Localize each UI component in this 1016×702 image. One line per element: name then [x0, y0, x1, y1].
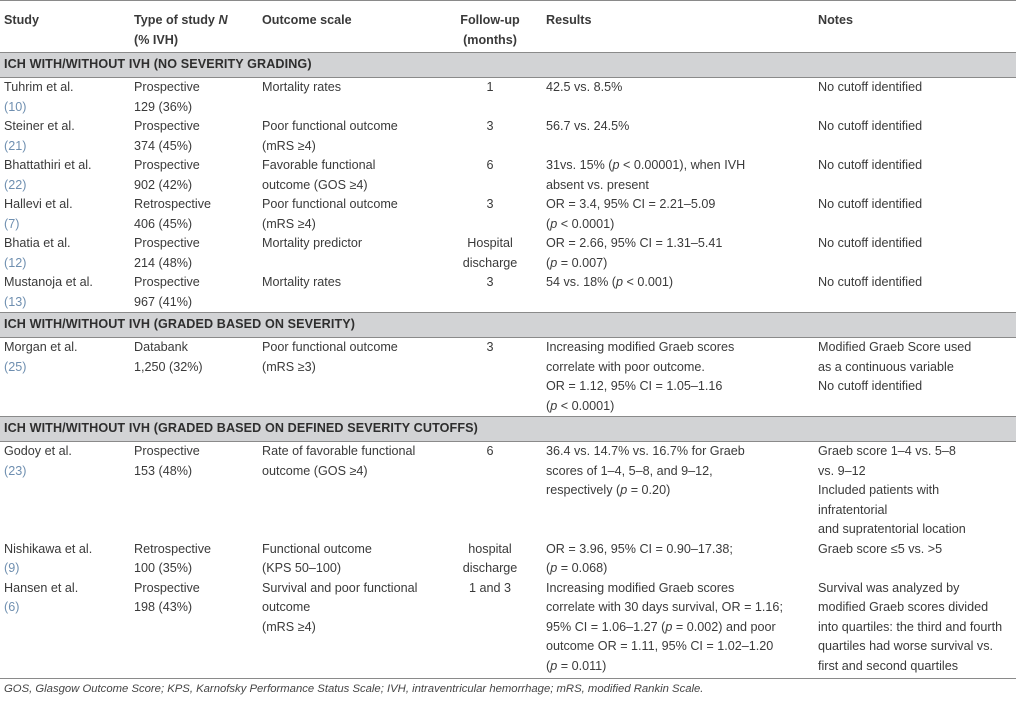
results-cell-line: outcome OR = 1.11, 95% CI = 1.02–1.20	[546, 639, 774, 653]
type-cell-line: 967 (41%)	[134, 294, 193, 309]
study-cell-line: Godoy et al.	[4, 444, 72, 458]
type-cell	[130, 442, 258, 540]
followup-cell	[438, 442, 542, 540]
table-row	[0, 117, 1016, 156]
study-cell	[0, 540, 130, 579]
notes-cell	[814, 78, 1016, 118]
followup-cell	[438, 117, 542, 156]
col-header-type-line1: Type of study N	[134, 13, 228, 27]
notes-cell	[814, 195, 1016, 234]
results-cell-line: correlate with 30 days survival, OR = 1.16;	[546, 600, 783, 614]
reference-number[interactable]: (10)	[4, 99, 27, 114]
notes-cell-line: modified Graeb scores divided	[818, 600, 989, 614]
col-header-type-line2: (% IVH)	[134, 32, 179, 47]
followup-cell-line: 3	[486, 275, 494, 289]
table-body	[0, 53, 1016, 679]
followup-cell	[438, 273, 542, 313]
results-cell-line: scores of 1–4, 5–8, and 9–12,	[546, 463, 713, 478]
reference-number[interactable]: (22)	[4, 177, 27, 192]
reference-number[interactable]: (6)	[4, 600, 20, 614]
type-cell-line: 153 (48%)	[134, 463, 193, 478]
type-cell-line: 129 (36%)	[134, 99, 193, 114]
results-cell-line: 54 vs. 18% (p < 0.001)	[546, 275, 674, 289]
study-cell	[0, 579, 130, 679]
section-header-row	[0, 53, 1016, 78]
followup-cell	[438, 195, 542, 234]
study-cell-line: Steiner et al.	[4, 119, 75, 133]
table-row	[0, 234, 1016, 273]
study-cell	[0, 234, 130, 273]
study-cell-line: Bhatia et al.	[4, 236, 71, 250]
outcome-cell	[258, 273, 438, 313]
results-cell-line: absent vs. present	[546, 177, 649, 192]
type-cell-line: Prospective	[134, 580, 200, 595]
followup-cell-line: 3	[486, 119, 494, 133]
notes-cell	[814, 540, 1016, 579]
results-cell-line: (p = 0.011)	[546, 658, 607, 673]
type-cell-line: Prospective	[134, 236, 200, 250]
results-cell	[542, 273, 814, 313]
results-cell	[542, 442, 814, 540]
type-cell-line: Retrospective	[134, 197, 211, 211]
notes-cell-line: Graeb score ≤5 vs. >5	[818, 541, 943, 556]
outcome-cell	[258, 195, 438, 234]
col-header-outcome: Outcome scale	[258, 1, 438, 53]
notes-cell-line: first and second quartiles	[818, 658, 959, 673]
followup-cell	[438, 338, 542, 417]
notes-cell-line: and supratentorial location	[818, 522, 966, 536]
results-cell-line: Increasing modified Graeb scores	[546, 580, 735, 595]
followup-cell-line: 1 and 3	[468, 580, 512, 595]
col-header-study: Study	[0, 1, 130, 53]
type-cell-line: 1,250 (32%)	[134, 359, 203, 374]
outcome-cell-line: (mRS ≥3)	[262, 359, 316, 374]
type-cell	[130, 338, 258, 417]
outcome-cell-line: Mortality rates	[262, 80, 342, 94]
results-cell-line: OR = 3.4, 95% CI = 2.21–5.09	[546, 197, 716, 211]
type-cell	[130, 273, 258, 313]
results-cell	[542, 156, 814, 195]
notes-cell-line: No cutoff identified	[818, 119, 923, 133]
outcome-cell-line: outcome	[262, 600, 311, 614]
outcome-cell-line: (mRS ≥4)	[262, 619, 316, 634]
table-row	[0, 195, 1016, 234]
followup-cell-line: 6	[486, 158, 494, 172]
type-cell-line: Prospective	[134, 275, 200, 289]
results-cell-line: OR = 2.66, 95% CI = 1.31–5.41	[546, 236, 723, 250]
notes-cell-line: No cutoff identified	[818, 275, 923, 289]
type-cell-line: Databank	[134, 340, 188, 354]
notes-cell-line: into quartiles: the third and fourth	[818, 619, 1003, 634]
results-cell-line: 56.7 vs. 24.5%	[546, 119, 630, 133]
type-cell	[130, 156, 258, 195]
reference-number[interactable]: (23)	[4, 463, 27, 478]
type-cell	[130, 195, 258, 234]
notes-cell	[814, 234, 1016, 273]
notes-cell-line: Included patients with	[818, 483, 940, 497]
notes-cell	[814, 156, 1016, 195]
notes-cell	[814, 579, 1016, 679]
notes-cell	[814, 338, 1016, 417]
type-cell	[130, 78, 258, 118]
table-row	[0, 338, 1016, 417]
followup-cell-line: 1	[486, 80, 494, 94]
results-cell-line: correlate with poor outcome.	[546, 359, 705, 374]
notes-cell	[814, 442, 1016, 540]
table-footnote: GOS, Glasgow Outcome Score; KPS, Karnofsky Performance Status Scale; IVH, intraventricular hemorrhage; mRS, modified Rankin Scale.	[4, 683, 704, 695]
section-header-row	[0, 313, 1016, 338]
results-cell	[542, 579, 814, 679]
reference-number[interactable]: (25)	[4, 359, 27, 374]
followup-cell	[438, 234, 542, 273]
outcome-cell	[258, 338, 438, 417]
followup-cell	[438, 540, 542, 579]
notes-cell-line: Survival was analyzed by	[818, 580, 960, 595]
results-cell-line: OR = 3.96, 95% CI = 0.90–17.38;	[546, 541, 733, 556]
table-row	[0, 540, 1016, 579]
table-row	[0, 156, 1016, 195]
study-cell	[0, 273, 130, 313]
results-cell	[542, 78, 814, 118]
section-title: ICH WITH/WITHOUT IVH (GRADED BASED ON DEFINED SEVERITY CUTOFFS)	[0, 417, 1016, 442]
results-cell	[542, 540, 814, 579]
study-cell-line: Hallevi et al.	[4, 197, 73, 211]
type-cell-line: Retrospective	[134, 541, 211, 556]
study-cell-line: Morgan et al.	[4, 340, 78, 354]
notes-cell-line: Modified Graeb Score used	[818, 340, 972, 354]
results-cell-line: 42.5 vs. 8.5%	[546, 80, 623, 94]
outcome-cell	[258, 442, 438, 540]
notes-cell	[814, 273, 1016, 313]
section-header-row	[0, 417, 1016, 442]
section-title: ICH WITH/WITHOUT IVH (GRADED BASED ON SEVERITY)	[0, 313, 1016, 338]
notes-cell-line: quartiles had worse survival vs.	[818, 639, 993, 653]
outcome-cell-line: Poor functional outcome	[262, 340, 398, 354]
results-cell-line: 31vs. 15% (p < 0.00001), when IVH	[546, 158, 746, 172]
results-cell-line: Increasing modified Graeb scores	[546, 340, 735, 354]
outcome-cell	[258, 579, 438, 679]
reference-number[interactable]: (7)	[4, 216, 20, 231]
type-cell-line: 374 (45%)	[134, 138, 193, 153]
notes-cell-line: No cutoff identified	[818, 197, 923, 211]
followup-cell-line: 3	[486, 197, 494, 211]
type-cell-line: 406 (45%)	[134, 216, 193, 231]
type-cell-line: Prospective	[134, 158, 200, 172]
study-cell-line: Mustanoja et al.	[4, 275, 93, 289]
col-header-followup: Follow-up (months)	[438, 1, 542, 53]
outcome-cell-line: Mortality predictor	[262, 236, 363, 250]
study-cell	[0, 442, 130, 540]
reference-number[interactable]: (9)	[4, 561, 20, 575]
col-header-type	[130, 1, 258, 53]
results-cell-line: OR = 1.12, 95% CI = 1.05–1.16	[546, 379, 723, 393]
followup-cell-line: 3	[486, 340, 494, 354]
study-cell	[0, 195, 130, 234]
outcome-cell	[258, 156, 438, 195]
notes-cell-line: No cutoff identified	[818, 158, 923, 172]
results-cell-line: 36.4 vs. 14.7% vs. 16.7% for Graeb	[546, 444, 745, 458]
followup-cell	[438, 579, 542, 679]
outcome-cell-line: Rate of favorable functional	[262, 444, 416, 458]
notes-cell-line: vs. 9–12	[818, 463, 866, 478]
study-cell	[0, 78, 130, 118]
table-row	[0, 78, 1016, 118]
type-cell-line: Prospective	[134, 80, 200, 94]
study-cell-line: Bhattathiri et al.	[4, 158, 92, 172]
notes-cell-line: Graeb score 1–4 vs. 5–8	[818, 444, 956, 458]
notes-cell-line: as a continuous variable	[818, 359, 954, 374]
type-cell	[130, 540, 258, 579]
col-header-results: Results	[542, 1, 814, 53]
results-cell-line: (p < 0.0001)	[546, 398, 615, 413]
outcome-cell-line: Poor functional outcome	[262, 197, 398, 211]
outcome-cell-line: outcome (GOS ≥4)	[262, 177, 368, 192]
notes-cell-line: No cutoff identified	[818, 236, 923, 250]
table-row	[0, 273, 1016, 313]
section-title: ICH WITH/WITHOUT IVH (NO SEVERITY GRADING)	[0, 53, 1016, 78]
results-cell	[542, 338, 814, 417]
study-cell	[0, 117, 130, 156]
results-cell	[542, 117, 814, 156]
col-header-notes: Notes	[814, 1, 1016, 53]
type-cell	[130, 117, 258, 156]
reference-number[interactable]: (12)	[4, 255, 27, 270]
reference-number[interactable]: (13)	[4, 294, 27, 309]
type-cell-line: 198 (43%)	[134, 600, 193, 614]
results-cell-line: 95% CI = 1.06–1.27 (p = 0.002) and poor	[546, 619, 776, 634]
type-cell-line: Prospective	[134, 444, 200, 458]
type-cell	[130, 579, 258, 679]
results-cell-line: respectively (p = 0.20)	[546, 483, 671, 497]
outcome-cell	[258, 540, 438, 579]
followup-cell-line: Hospital	[467, 236, 513, 250]
followup-cell-line: 6	[486, 444, 494, 458]
table-header-row	[0, 1, 1016, 53]
results-cell-line: (p = 0.068)	[546, 561, 608, 575]
outcome-cell-line: (mRS ≥4)	[262, 216, 316, 231]
followup-cell-line: hospital	[468, 541, 512, 556]
notes-cell-line: No cutoff identified	[818, 379, 923, 393]
type-cell-line: 902 (42%)	[134, 177, 193, 192]
results-cell	[542, 195, 814, 234]
outcome-cell	[258, 78, 438, 118]
outcome-cell	[258, 234, 438, 273]
outcome-cell-line: Mortality rates	[262, 275, 342, 289]
outcome-cell-line: (mRS ≥4)	[262, 138, 316, 153]
notes-cell	[814, 117, 1016, 156]
outcome-cell-line: Favorable functional	[262, 158, 376, 172]
followup-cell-line: discharge	[462, 561, 518, 575]
type-cell-line: Prospective	[134, 119, 200, 133]
outcome-cell-line: Functional outcome	[262, 541, 372, 556]
followup-cell	[438, 78, 542, 118]
results-cell-line: (p < 0.0001)	[546, 216, 615, 231]
notes-cell-line: No cutoff identified	[818, 80, 923, 94]
followup-cell	[438, 156, 542, 195]
reference-number[interactable]: (21)	[4, 138, 27, 153]
outcome-cell-line: (KPS 50–100)	[262, 561, 342, 575]
study-cell	[0, 156, 130, 195]
outcome-cell	[258, 117, 438, 156]
table-row	[0, 579, 1016, 679]
results-cell-line: (p = 0.007)	[546, 255, 608, 270]
table-row	[0, 442, 1016, 540]
outcome-cell-line: outcome (GOS ≥4)	[262, 463, 368, 478]
outcome-cell-line: Poor functional outcome	[262, 119, 398, 133]
study-cell-line: Nishikawa et al.	[4, 541, 93, 556]
type-cell-line: 100 (35%)	[134, 561, 193, 575]
results-cell	[542, 234, 814, 273]
type-cell-line: 214 (48%)	[134, 255, 193, 270]
type-cell	[130, 234, 258, 273]
study-cell	[0, 338, 130, 417]
notes-cell-line: infratentorial	[818, 502, 888, 517]
followup-cell-line: discharge	[462, 255, 518, 270]
outcome-cell-line: Survival and poor functional	[262, 580, 418, 595]
study-cell-line: Tuhrim et al.	[4, 80, 74, 94]
study-cell-line: Hansen et al.	[4, 580, 79, 595]
